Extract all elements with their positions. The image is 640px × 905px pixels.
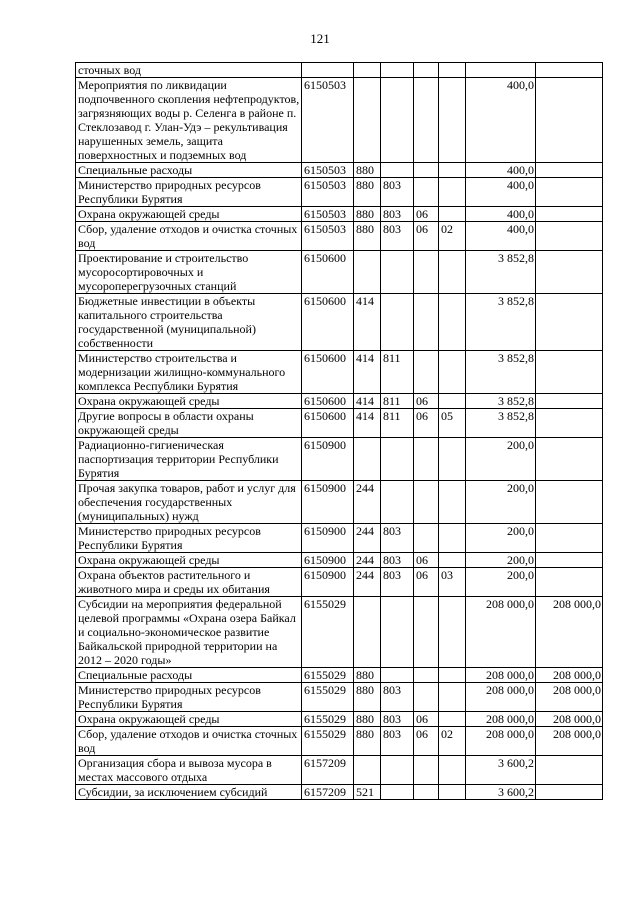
cell-section: 06	[414, 568, 439, 597]
table-row	[76, 683, 603, 712]
cell-expense-type: 521	[354, 785, 381, 800]
table-row	[76, 63, 603, 78]
cell-subsection	[439, 294, 466, 351]
cell-amount-federal	[536, 294, 603, 351]
cell-section	[414, 668, 439, 683]
cell-amount: 3 600,2	[466, 756, 536, 785]
cell-target-article: 6150503	[302, 222, 354, 251]
cell-subsection	[439, 163, 466, 178]
table-row	[76, 785, 603, 800]
cell-ministry-code	[381, 756, 414, 785]
cell-amount-federal	[536, 222, 603, 251]
cell-target-article: 6150600	[302, 351, 354, 394]
cell-target-article: 6155029	[302, 668, 354, 683]
table-row	[76, 222, 603, 251]
cell-amount-federal	[536, 178, 603, 207]
cell-ministry-code	[381, 294, 414, 351]
cell-amount-federal	[536, 251, 603, 294]
cell-subsection	[439, 756, 466, 785]
cell-ministry-code: 811	[381, 351, 414, 394]
cell-subsection	[439, 438, 466, 481]
cell-section	[414, 438, 439, 481]
cell-amount: 208 000,0	[466, 712, 536, 727]
cell-ministry-code: 803	[381, 207, 414, 222]
cell-target-article: 6157209	[302, 785, 354, 800]
cell-ministry-code	[381, 597, 414, 668]
cell-amount-federal: 208 000,0	[536, 727, 603, 756]
cell-target-article: 6150600	[302, 294, 354, 351]
cell-subsection	[439, 597, 466, 668]
cell-amount: 3 600,2	[466, 785, 536, 800]
cell-name: Сбор, удаление отходов и очистка сточных вод	[76, 222, 302, 251]
table-row	[76, 178, 603, 207]
table-row	[76, 251, 603, 294]
cell-ministry-code: 803	[381, 524, 414, 553]
cell-amount-federal: 208 000,0	[536, 683, 603, 712]
table-row	[76, 394, 603, 409]
cell-section	[414, 756, 439, 785]
cell-amount: 200,0	[466, 438, 536, 481]
cell-amount: 200,0	[466, 481, 536, 524]
cell-name: Министерство природных ресурсов Республики Бурятия	[76, 178, 302, 207]
table-row	[76, 481, 603, 524]
cell-section: 06	[414, 409, 439, 438]
cell-ministry-code	[381, 438, 414, 481]
cell-subsection: 02	[439, 222, 466, 251]
cell-amount-federal	[536, 163, 603, 178]
cell-target-article: 6150900	[302, 568, 354, 597]
cell-subsection	[439, 785, 466, 800]
cell-amount: 200,0	[466, 524, 536, 553]
cell-amount-federal	[536, 409, 603, 438]
cell-amount-federal	[536, 785, 603, 800]
cell-subsection: 02	[439, 727, 466, 756]
cell-name: Субсидии, за исключением субсидий	[76, 785, 302, 800]
cell-expense-type: 880	[354, 683, 381, 712]
cell-ministry-code: 803	[381, 178, 414, 207]
cell-name: Министерство строительства и модернизации жилищно-коммунального комплекса Республики Бурятия	[76, 351, 302, 394]
cell-section	[414, 597, 439, 668]
cell-name: Специальные расходы	[76, 668, 302, 683]
cell-subsection	[439, 63, 466, 78]
cell-amount: 400,0	[466, 78, 536, 163]
cell-amount: 208 000,0	[466, 668, 536, 683]
cell-expense-type: 880	[354, 727, 381, 756]
table-row	[76, 668, 603, 683]
cell-name: Мероприятия по ликвидации подпочвенного скопления нефтепродуктов, загрязняющих воды р. Селенга в районе п. Стеклозавод г. Улан-Удэ – рекультивация нарушенных земель, защита поверхностных и подземных вод	[76, 78, 302, 163]
cell-section	[414, 178, 439, 207]
cell-amount-federal: 208 000,0	[536, 712, 603, 727]
cell-target-article: 6150503	[302, 163, 354, 178]
cell-amount: 200,0	[466, 553, 536, 568]
cell-amount-federal	[536, 524, 603, 553]
cell-amount: 400,0	[466, 178, 536, 207]
cell-subsection	[439, 251, 466, 294]
cell-amount: 208 000,0	[466, 597, 536, 668]
cell-ministry-code	[381, 481, 414, 524]
cell-ministry-code	[381, 251, 414, 294]
cell-expense-type: 880	[354, 222, 381, 251]
cell-ministry-code: 803	[381, 727, 414, 756]
cell-name: Охрана окружающей среды	[76, 553, 302, 568]
table-row	[76, 756, 603, 785]
cell-section: 06	[414, 222, 439, 251]
cell-amount: 3 852,8	[466, 351, 536, 394]
cell-expense-type	[354, 78, 381, 163]
cell-target-article: 6150900	[302, 553, 354, 568]
cell-amount: 208 000,0	[466, 727, 536, 756]
cell-target-article: 6150600	[302, 409, 354, 438]
cell-ministry-code	[381, 668, 414, 683]
cell-amount: 3 852,8	[466, 394, 536, 409]
cell-subsection	[439, 394, 466, 409]
cell-name: Прочая закупка товаров, работ и услуг для обеспечения государственных (муниципальных) нужд	[76, 481, 302, 524]
cell-section	[414, 351, 439, 394]
cell-section	[414, 683, 439, 712]
cell-amount-federal	[536, 63, 603, 78]
cell-name: Охрана окружающей среды	[76, 207, 302, 222]
cell-amount: 400,0	[466, 207, 536, 222]
cell-ministry-code: 803	[381, 553, 414, 568]
cell-expense-type: 880	[354, 163, 381, 178]
cell-expense-type	[354, 597, 381, 668]
cell-target-article: 6155029	[302, 727, 354, 756]
cell-expense-type: 244	[354, 553, 381, 568]
cell-name: Проектирование и строительство мусоросортировочных и мусороперегрузочных станций	[76, 251, 302, 294]
cell-expense-type: 414	[354, 409, 381, 438]
cell-expense-type: 244	[354, 481, 381, 524]
cell-amount-federal	[536, 78, 603, 163]
cell-target-article: 6150503	[302, 78, 354, 163]
cell-ministry-code	[381, 63, 414, 78]
cell-subsection	[439, 207, 466, 222]
cell-expense-type	[354, 251, 381, 294]
cell-name: Бюджетные инвестиции в объекты капитального строительства государственной (муниципальной) собственности	[76, 294, 302, 351]
table-row	[76, 712, 603, 727]
cell-expense-type	[354, 438, 381, 481]
table-row	[76, 727, 603, 756]
cell-ministry-code	[381, 78, 414, 163]
cell-ministry-code: 811	[381, 409, 414, 438]
cell-section	[414, 78, 439, 163]
cell-amount: 3 852,8	[466, 251, 536, 294]
cell-expense-type: 880	[354, 207, 381, 222]
cell-amount-federal	[536, 553, 603, 568]
table-row	[76, 568, 603, 597]
cell-target-article: 6155029	[302, 712, 354, 727]
cell-section	[414, 163, 439, 178]
cell-amount-federal	[536, 351, 603, 394]
table-body	[76, 63, 603, 800]
table-row	[76, 78, 603, 163]
cell-amount: 3 852,8	[466, 294, 536, 351]
cell-amount-federal: 208 000,0	[536, 597, 603, 668]
cell-expense-type	[354, 756, 381, 785]
table-row	[76, 438, 603, 481]
cell-target-article: 6155029	[302, 683, 354, 712]
cell-section	[414, 481, 439, 524]
cell-expense-type: 414	[354, 294, 381, 351]
cell-target-article: 6157209	[302, 756, 354, 785]
cell-subsection	[439, 712, 466, 727]
table-row	[76, 207, 603, 222]
table-row	[76, 553, 603, 568]
cell-expense-type: 244	[354, 568, 381, 597]
cell-target-article: 6150503	[302, 178, 354, 207]
cell-ministry-code	[381, 163, 414, 178]
cell-section	[414, 63, 439, 78]
cell-name: Другие вопросы в области охраны окружающей среды	[76, 409, 302, 438]
cell-amount: 3 852,8	[466, 409, 536, 438]
cell-target-article: 6150600	[302, 394, 354, 409]
cell-ministry-code	[381, 785, 414, 800]
cell-amount-federal	[536, 207, 603, 222]
cell-ministry-code: 803	[381, 222, 414, 251]
cell-expense-type: 414	[354, 351, 381, 394]
cell-name: Организация сбора и вывоза мусора в местах массового отдыха	[76, 756, 302, 785]
cell-expense-type	[354, 63, 381, 78]
cell-target-article: 6150900	[302, 438, 354, 481]
table-row	[76, 294, 603, 351]
cell-target-article: 6150503	[302, 207, 354, 222]
cell-target-article: 6150900	[302, 524, 354, 553]
cell-expense-type: 880	[354, 668, 381, 683]
cell-name: Охрана окружающей среды	[76, 394, 302, 409]
cell-amount: 400,0	[466, 222, 536, 251]
cell-subsection	[439, 524, 466, 553]
cell-section	[414, 785, 439, 800]
cell-name: Субсидии на мероприятия федеральной целевой программы «Охрана озера Байкал и социально-экономическое развитие Байкальской природной территории на 2012 – 2020 годы»	[76, 597, 302, 668]
cell-expense-type: 414	[354, 394, 381, 409]
cell-name: Радиационно-гигиеническая паспортизация территории Республики Бурятия	[76, 438, 302, 481]
cell-ministry-code: 803	[381, 683, 414, 712]
cell-expense-type: 880	[354, 178, 381, 207]
cell-amount-federal	[536, 756, 603, 785]
cell-section: 06	[414, 207, 439, 222]
cell-subsection	[439, 683, 466, 712]
cell-ministry-code: 811	[381, 394, 414, 409]
cell-amount-federal	[536, 481, 603, 524]
cell-amount-federal	[536, 394, 603, 409]
cell-section	[414, 251, 439, 294]
cell-subsection	[439, 668, 466, 683]
cell-ministry-code: 803	[381, 712, 414, 727]
cell-target-article: 6150900	[302, 481, 354, 524]
cell-section	[414, 294, 439, 351]
cell-target-article: 6150600	[302, 251, 354, 294]
cell-section	[414, 524, 439, 553]
cell-section: 06	[414, 394, 439, 409]
cell-subsection	[439, 178, 466, 207]
cell-name: Министерство природных ресурсов Республики Бурятия	[76, 524, 302, 553]
cell-section: 06	[414, 553, 439, 568]
cell-subsection	[439, 481, 466, 524]
cell-amount: 208 000,0	[466, 683, 536, 712]
cell-amount: 400,0	[466, 163, 536, 178]
table-row	[76, 597, 603, 668]
cell-subsection: 05	[439, 409, 466, 438]
cell-name: Охрана окружающей среды	[76, 712, 302, 727]
cell-name: сточных вод	[76, 63, 302, 78]
cell-section: 06	[414, 727, 439, 756]
cell-subsection: 03	[439, 568, 466, 597]
cell-subsection	[439, 553, 466, 568]
cell-amount-federal	[536, 438, 603, 481]
cell-name: Министерство природных ресурсов Республики Бурятия	[76, 683, 302, 712]
table-row	[76, 524, 603, 553]
cell-amount-federal	[536, 568, 603, 597]
cell-amount: 200,0	[466, 568, 536, 597]
cell-subsection	[439, 351, 466, 394]
cell-expense-type: 244	[354, 524, 381, 553]
cell-target-article: 6155029	[302, 597, 354, 668]
page-number: 121	[310, 31, 330, 46]
cell-ministry-code: 803	[381, 568, 414, 597]
table-row	[76, 351, 603, 394]
cell-section: 06	[414, 712, 439, 727]
cell-amount-federal: 208 000,0	[536, 668, 603, 683]
budget-table	[75, 62, 603, 800]
cell-amount	[466, 63, 536, 78]
cell-subsection	[439, 78, 466, 163]
cell-name: Специальные расходы	[76, 163, 302, 178]
table-row	[76, 163, 603, 178]
cell-name: Охрана объектов растительного и животного мира и среды их обитания	[76, 568, 302, 597]
cell-target-article	[302, 63, 354, 78]
cell-expense-type: 880	[354, 712, 381, 727]
cell-name: Сбор, удаление отходов и очистка сточных вод	[76, 727, 302, 756]
table-row	[76, 409, 603, 438]
